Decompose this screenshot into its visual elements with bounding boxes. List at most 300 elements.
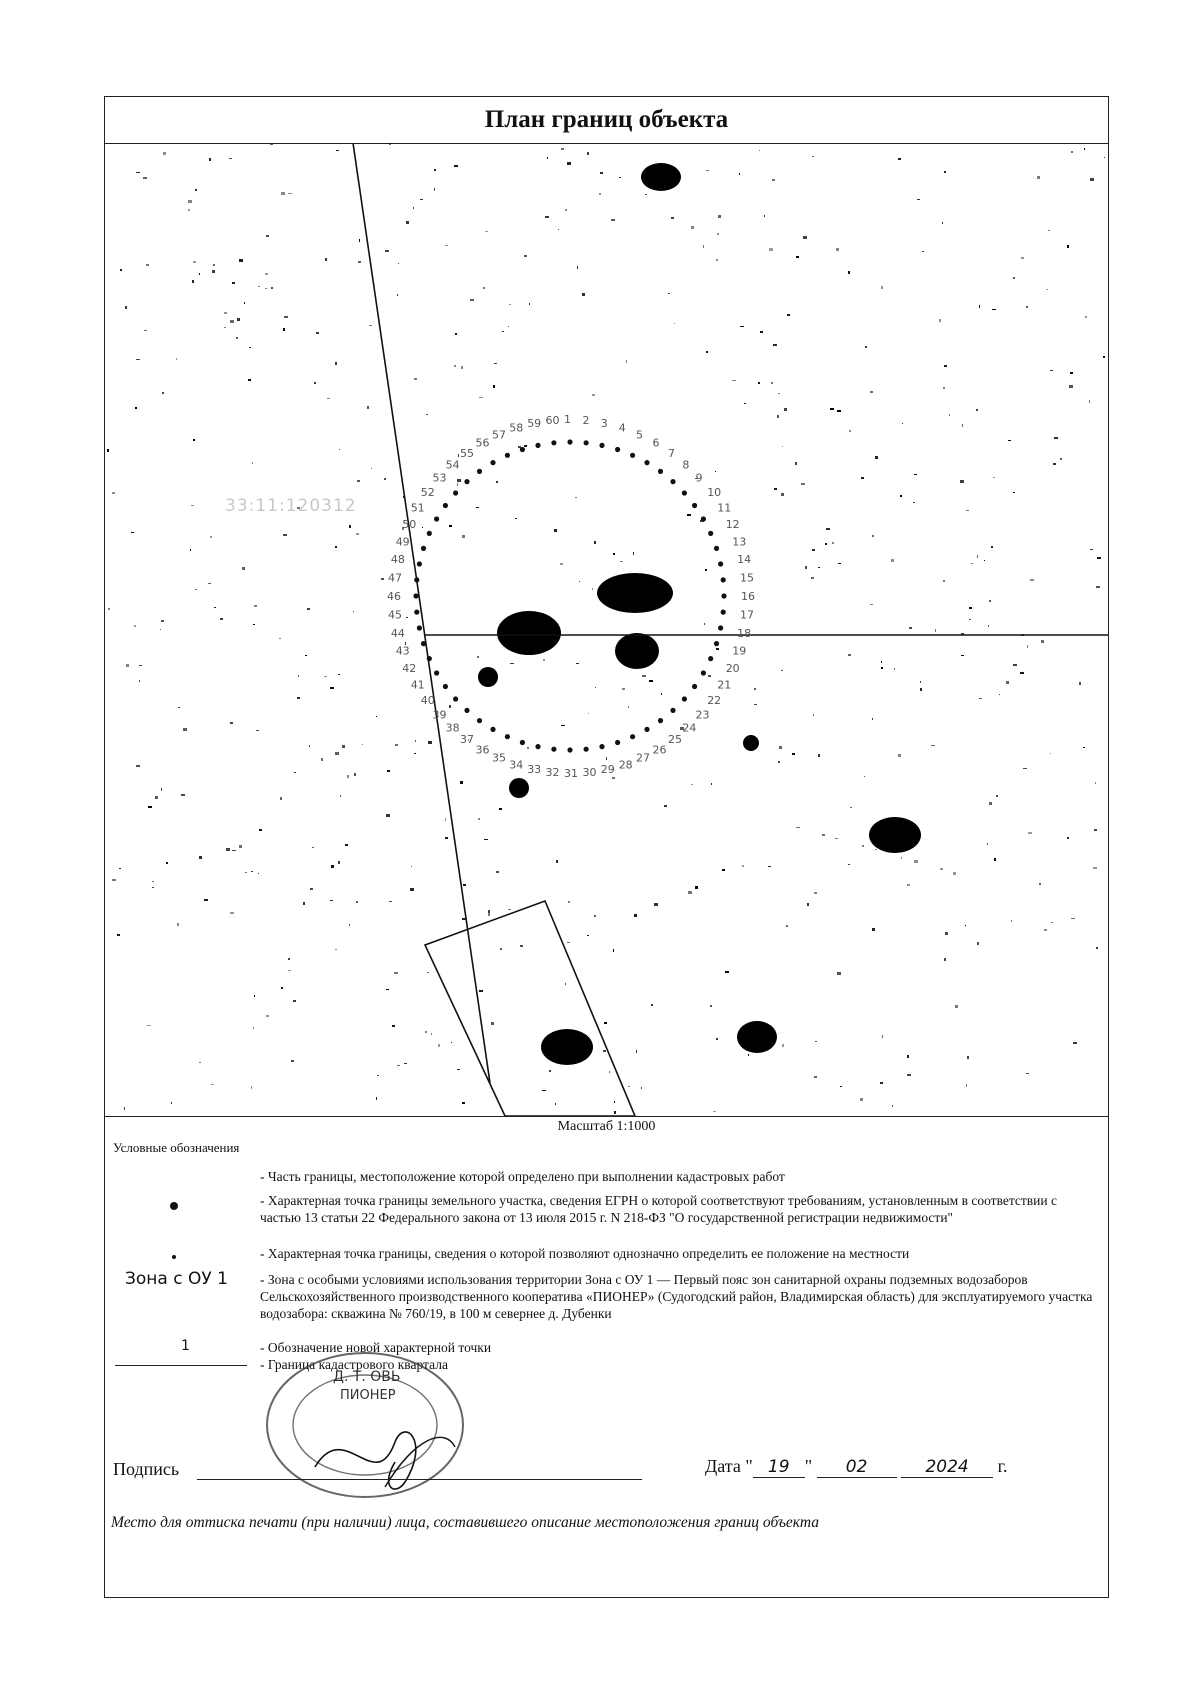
speckle (410, 888, 414, 891)
speckle (251, 871, 253, 872)
speckle (1060, 458, 1062, 460)
speckle (1048, 230, 1050, 231)
speckle (195, 589, 197, 590)
speckle (935, 629, 936, 632)
point-label: 52 (420, 486, 435, 499)
speckle (914, 474, 917, 475)
speckle (1051, 922, 1053, 923)
point-label: 33 (527, 763, 542, 777)
speckle (252, 462, 253, 464)
speckle (232, 282, 235, 284)
speckle (1084, 148, 1085, 150)
speckle (565, 209, 567, 211)
speckle (237, 318, 240, 321)
speckle (244, 302, 245, 304)
speckle (979, 305, 980, 308)
speckle (1067, 837, 1069, 839)
speckle (1044, 929, 1047, 931)
speckle (599, 193, 601, 195)
boundary-point (670, 708, 675, 713)
point-label: 30 (582, 766, 597, 779)
boundary-point (505, 453, 510, 458)
speckle (1027, 645, 1028, 648)
speckle (335, 362, 337, 365)
speckle (1008, 440, 1011, 441)
speckle (922, 251, 924, 252)
speckle (628, 1086, 630, 1087)
speckle (107, 449, 109, 452)
speckle (445, 245, 448, 246)
speckle (224, 312, 227, 314)
speckle (651, 1004, 653, 1006)
point-label: 56 (475, 436, 490, 450)
speckle (349, 924, 350, 926)
speckle (1067, 245, 1069, 248)
speckle (245, 872, 247, 873)
speckle (139, 665, 142, 666)
point-label: 18 (737, 626, 752, 640)
speckle (779, 746, 782, 749)
speckle (835, 838, 838, 839)
terrain-features (107, 143, 1105, 1116)
speckle (524, 255, 527, 257)
point-label: 8 (682, 458, 690, 472)
speckle (178, 707, 180, 708)
speckle (830, 408, 834, 410)
speckle (1026, 1073, 1029, 1074)
speckle (768, 866, 771, 867)
speckle (413, 207, 414, 209)
boundary-point (721, 593, 726, 598)
speckle (771, 382, 773, 384)
speckle (813, 714, 814, 716)
speckle (139, 680, 140, 682)
speckle (162, 392, 164, 394)
point-label: 14 (737, 553, 752, 567)
speckle (837, 972, 841, 975)
speckle (1093, 867, 1097, 869)
speckle (687, 514, 691, 516)
point-label: 25 (668, 733, 682, 747)
speckle (848, 864, 850, 865)
speckle (1096, 586, 1100, 588)
speckle (258, 873, 259, 874)
speckle (740, 326, 744, 327)
speckle (354, 773, 356, 776)
speckle (674, 323, 675, 324)
speckle (494, 363, 497, 364)
speckle (560, 563, 563, 565)
terrain-blob (615, 633, 659, 669)
speckle (1021, 257, 1024, 259)
speckle (782, 1044, 784, 1047)
speckle (660, 166, 662, 168)
speckle (455, 333, 457, 335)
speckle (561, 148, 564, 150)
speckle (188, 200, 192, 203)
speckle (900, 495, 902, 497)
speckle (1090, 549, 1093, 550)
speckle (248, 379, 251, 381)
boundary-point (417, 561, 422, 566)
speckle (613, 949, 614, 952)
speckle (722, 869, 725, 871)
speckle (265, 288, 267, 289)
boundary-point (427, 656, 432, 661)
speckle (850, 807, 852, 808)
point-label: 2 (582, 414, 590, 427)
speckle (293, 1000, 296, 1002)
speckle (392, 1025, 395, 1027)
speckle (944, 958, 946, 961)
speckle (664, 805, 667, 807)
speckle (880, 1082, 883, 1084)
speckle (1053, 463, 1056, 465)
speckle (1026, 306, 1028, 308)
speckle (204, 899, 208, 901)
speckle (451, 1042, 452, 1043)
speckle (136, 765, 140, 767)
speckle (209, 158, 211, 161)
point-label: 15 (740, 571, 754, 585)
speckle (614, 1111, 616, 1114)
speckle (949, 414, 950, 416)
map-area (105, 143, 1108, 1116)
speckle (633, 552, 634, 555)
boundary-point (421, 546, 426, 551)
terrain-blob (509, 778, 529, 798)
speckle (136, 359, 140, 360)
speckle (909, 627, 912, 629)
speckle (619, 177, 621, 178)
speckle (160, 629, 161, 630)
speckle (555, 1103, 556, 1105)
speckle (769, 1034, 770, 1035)
speckle (965, 925, 966, 926)
speckle (224, 327, 226, 328)
speckle (1090, 178, 1094, 181)
speckle (1013, 492, 1015, 493)
speckle (603, 1050, 606, 1052)
boundary-point (658, 718, 663, 723)
terrain-blob (597, 573, 673, 613)
speckle (967, 1056, 969, 1059)
speckle (496, 481, 498, 483)
speckle (281, 987, 283, 989)
speckle (901, 857, 902, 859)
speckle (671, 217, 674, 219)
signature-label: Подпись (113, 1459, 180, 1479)
speckle (668, 293, 670, 294)
speckle (713, 1111, 716, 1112)
speckle (356, 533, 359, 535)
point-label: 20 (725, 662, 740, 675)
date-label: Дата (705, 1456, 741, 1476)
speckle (840, 1086, 842, 1087)
boundary-point (567, 439, 572, 444)
point-label: 22 (707, 694, 722, 707)
speckle (992, 309, 996, 310)
speckle (199, 1062, 201, 1063)
speckle (213, 264, 215, 266)
speckle (661, 693, 662, 695)
boundary-point (644, 460, 649, 465)
point-label: 35 (492, 751, 506, 765)
speckle (349, 525, 351, 528)
speckle (177, 923, 179, 926)
speckle (826, 528, 830, 530)
point-label: 23 (695, 708, 710, 722)
speckle (253, 1027, 254, 1029)
speckle (283, 328, 285, 331)
speckle (1079, 682, 1081, 685)
speckle (357, 480, 360, 482)
speckle (500, 948, 502, 950)
speckle (307, 608, 310, 610)
speckle (493, 385, 495, 388)
speckle (778, 761, 780, 763)
speckle (208, 583, 211, 584)
speckle (1050, 753, 1051, 754)
speckle (984, 560, 985, 561)
speckle (232, 850, 236, 851)
speckle (124, 1107, 125, 1110)
speckle (587, 935, 589, 936)
speckle (422, 527, 423, 528)
boundary-point (413, 593, 418, 598)
speckle (339, 449, 340, 450)
speckle (1013, 277, 1015, 279)
speckle (838, 563, 841, 564)
speckle (126, 664, 129, 667)
speckle (327, 398, 330, 399)
speckle (991, 546, 993, 548)
speckle (195, 189, 197, 191)
boundary-point (490, 727, 495, 732)
speckle (242, 567, 245, 570)
speckle (254, 995, 255, 997)
speckle (606, 757, 607, 760)
point-label: 3 (600, 416, 608, 430)
speckle (641, 1087, 642, 1089)
speckle (931, 745, 935, 746)
speckle (254, 605, 257, 607)
speckle (628, 706, 629, 708)
speckle (754, 688, 756, 690)
speckle (796, 827, 800, 828)
speckle (860, 1098, 863, 1101)
speckle (377, 1075, 379, 1076)
speckle (369, 325, 372, 326)
speckle (134, 625, 136, 627)
speckle (426, 414, 428, 415)
speckle (848, 271, 850, 274)
speckle (1046, 289, 1048, 290)
speckle (732, 380, 736, 381)
speckle (120, 269, 122, 271)
speckle (801, 483, 805, 485)
boundary-point (414, 577, 419, 582)
speckle (125, 306, 127, 309)
speckle (508, 909, 511, 910)
speckle (706, 170, 709, 171)
speckle (1071, 151, 1073, 153)
speckle (953, 872, 956, 875)
speckle (778, 393, 780, 394)
point-label: 44 (390, 626, 405, 640)
svg-text:ПИОНЕР: ПИОНЕР (340, 1388, 396, 1403)
speckle (431, 1033, 432, 1035)
speckle (476, 507, 479, 508)
speckle (556, 860, 558, 863)
speckle (996, 795, 998, 797)
speckle (510, 663, 514, 664)
speckle (211, 1084, 214, 1085)
speckle (259, 829, 262, 831)
speckle (754, 704, 757, 705)
speckle (144, 330, 147, 331)
speckle (1073, 1042, 1077, 1044)
speckle (865, 346, 867, 348)
speckle (1028, 832, 1032, 834)
boundary-point (477, 718, 482, 723)
speckle (386, 814, 390, 817)
document-frame (104, 96, 1109, 1598)
point-label: 43 (395, 644, 410, 658)
speckle (614, 1101, 615, 1103)
speckle (716, 259, 718, 261)
speckle (220, 618, 223, 620)
speckle (944, 365, 947, 367)
speckle (549, 1070, 551, 1072)
speckle (960, 480, 964, 483)
speckle (1041, 640, 1044, 643)
speckle (784, 408, 787, 411)
speckle (147, 1025, 151, 1026)
speckle (882, 1035, 883, 1038)
boundary-point (520, 447, 525, 452)
speckle (462, 535, 465, 538)
speckle (769, 248, 773, 251)
cadastral-quarter-boundary (353, 143, 490, 1083)
speckle (427, 972, 429, 973)
speckle (420, 199, 423, 200)
speckle (739, 173, 740, 175)
point-label: 34 (509, 758, 524, 772)
speckle (199, 273, 200, 275)
speckle (414, 378, 417, 380)
speckle (324, 676, 327, 677)
speckle (284, 316, 288, 318)
point-label: 39 (432, 708, 447, 722)
speckle (979, 698, 982, 699)
point-label: 26 (652, 743, 667, 757)
speckle (576, 663, 579, 664)
speckle (515, 518, 517, 519)
point-label: 49 (395, 535, 410, 549)
point-label: 55 (460, 446, 474, 460)
speckle (795, 462, 797, 465)
point-label: 24 (682, 721, 697, 735)
speckle (814, 892, 817, 894)
speckle (457, 483, 458, 486)
speckle (870, 391, 873, 393)
speckle (303, 902, 305, 905)
legend-symbol-number: 1 (181, 1338, 190, 1354)
speckle (993, 477, 995, 478)
speckle (434, 169, 436, 171)
speckle (1023, 768, 1027, 769)
boundary-point (427, 531, 432, 536)
speckle (478, 818, 480, 820)
speckle (587, 152, 589, 155)
point-label: 50 (402, 518, 417, 531)
speckle (760, 331, 763, 333)
speckle (832, 542, 834, 544)
boundary-point (421, 641, 426, 646)
speckle (781, 670, 783, 671)
boundary-point (692, 503, 697, 508)
speckle (971, 563, 973, 564)
boundary-point (584, 747, 589, 752)
speckle (588, 713, 589, 714)
speckle (807, 903, 809, 906)
point-label: 17 (740, 608, 754, 622)
speckle (706, 351, 708, 353)
speckle (920, 688, 922, 691)
speckle (310, 888, 313, 890)
boundary-point (714, 546, 719, 551)
point-label: 28 (618, 758, 633, 772)
speckle (266, 235, 269, 237)
speckle (772, 179, 775, 181)
point-label: 31 (564, 767, 578, 780)
speckle (397, 294, 398, 296)
speckle (338, 674, 340, 675)
speckle (226, 848, 230, 851)
speckle (117, 934, 120, 936)
speckle (152, 887, 154, 888)
speckle (1083, 747, 1085, 748)
boundary-point (551, 747, 556, 752)
terrain-blob (478, 667, 498, 687)
speckle (330, 687, 334, 689)
speckle (336, 150, 339, 151)
speckle (782, 446, 783, 447)
speckle (230, 722, 233, 724)
boundary-point (434, 670, 439, 675)
speckle (872, 535, 874, 537)
legend-item-zone: - Зона с особыми условиями использования территории Зона с ОУ 1 — Первый пояс зон санитарной охраны подземных водозаборов Сельскохозяйственного производственного кооператива «ПИОНЕР» (Судогодский район, Владимирская область) для эксплуатируемого участка водозабора: скважина № 760/19, в 100 м севернее д. Дубенки (260, 1272, 1093, 1321)
boundary-point (644, 727, 649, 732)
speckle (940, 868, 943, 870)
terrain-blob (541, 1029, 593, 1065)
speckle (251, 1086, 252, 1089)
speckle (543, 659, 545, 661)
seal-stamp (255, 1347, 485, 1507)
speckle (1096, 947, 1098, 949)
speckle (815, 1041, 817, 1042)
speckle (902, 423, 903, 424)
speckle (359, 239, 360, 242)
speckle (818, 754, 820, 757)
point-label: 48 (390, 553, 405, 567)
speckle (773, 344, 777, 346)
point-label: 45 (388, 608, 402, 622)
speckle (146, 264, 149, 266)
speckle (716, 648, 719, 650)
point-label: 16 (741, 590, 755, 603)
